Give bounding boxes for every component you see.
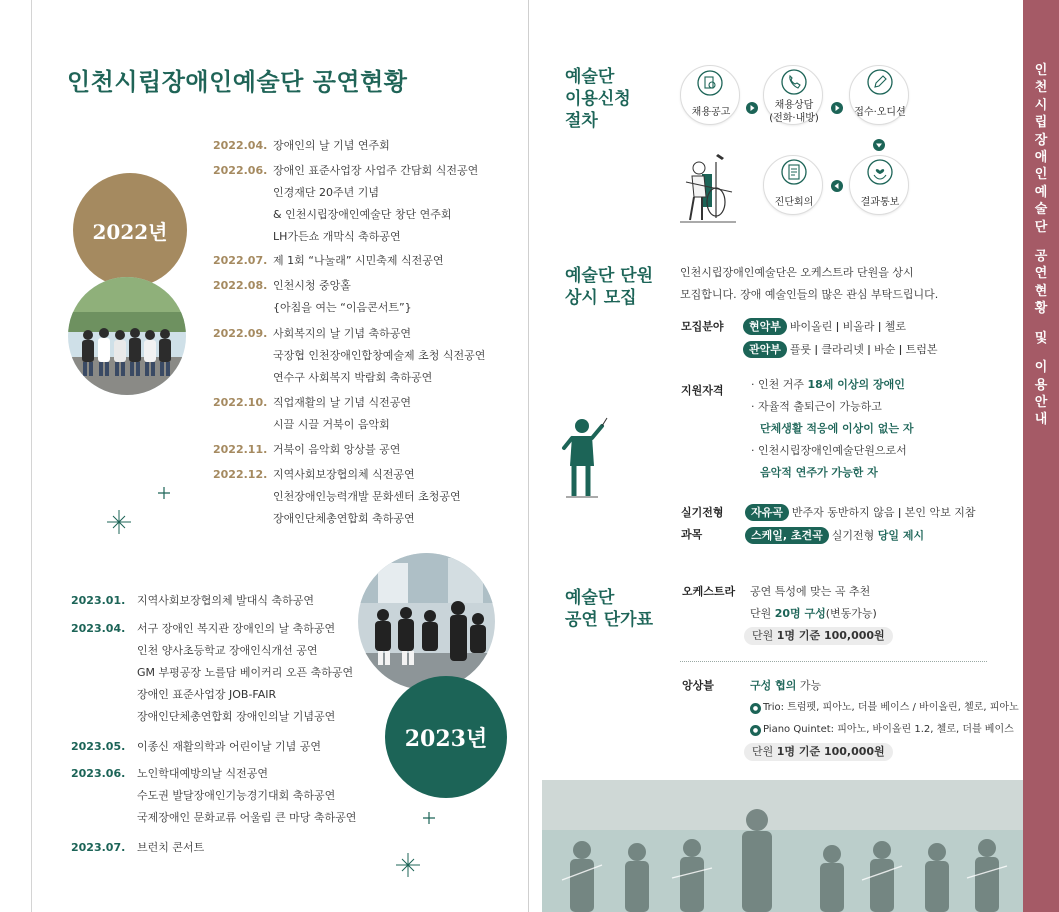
heart-hands-icon (867, 159, 893, 185)
side-band (1023, 0, 1059, 912)
strings-tag: 현악부 (743, 318, 787, 335)
recruit-intro: 인천시립장애인예술단은 오케스트라 단원을 상시 모집합니다. 장애 예술인들의 많은 관심 부탁드립니다. (680, 266, 939, 301)
year-2022-badge: 2022년 (73, 173, 187, 287)
band-char: 용 (1034, 377, 1048, 393)
band-char: 이 (1034, 360, 1048, 376)
step-label: 결과통보 (860, 197, 900, 208)
event-2023-05: 2023.05. 이종신 재활의학과 어린이날 기념 공연 (71, 740, 322, 753)
conductor-illustration-icon (560, 416, 608, 498)
divider (680, 661, 987, 662)
event-2023-04: 2023.04. 서구 장애인 복지관 장애인의 날 축하공연 인천 양사초등학교 장애인식개선 공연 GM 부평공장 노를담 베이커리 오픈 축하공연 장애인 표준사업장 JOB-FAIR 장애인단체총연합회 장애인의날 기념공연 (71, 622, 354, 723)
recruit-section-title: 예술단 단원 상시 모집 (565, 266, 654, 308)
band-title (1023, 62, 1059, 429)
band-char (1023, 318, 1059, 330)
band-char (1023, 236, 1059, 248)
left-page (0, 0, 529, 912)
winds-tag: 관악부 (743, 341, 787, 358)
band-char: 인 (1034, 167, 1048, 183)
arrow-right-icon (831, 102, 843, 114)
arrow-down-icon (873, 139, 885, 151)
fees-section-title: 예술단 공연 단가표 (565, 588, 654, 630)
band-char: 애 (1034, 150, 1048, 166)
free-piece-tag: 자유곡 (745, 504, 789, 521)
scale-tag: 스케일, 초견곡 (745, 527, 829, 544)
right-page (530, 0, 1059, 912)
sparkle-decoration-icon (396, 853, 420, 877)
event-2022-06: 2022.06. 장애인 표준사업장 사업주 간담회 식전공연 인경재단 20주년 기념 & 인천시립장애인예술단 창단 연주회 LH가든쇼 개막식 축하공연 (213, 164, 479, 243)
process-section-title: 예술단 이용신청 절차 (565, 67, 631, 131)
step-review-meeting (763, 155, 823, 215)
qualification-list: · 인천 거주 18세 이상의 장애인 · 자율적 출퇴근이 가능하고 단체생활 적응에 이상이 없는 자 · 인천시립장애인예술단원으로서 음악적 연주가 가능한 자 (751, 378, 914, 479)
band-char: 장 (1034, 132, 1048, 148)
band-char: 시 (1034, 97, 1048, 113)
band-char: 인 (1034, 63, 1048, 78)
checklist-icon (781, 159, 807, 185)
info-icon: ● (750, 703, 761, 714)
step-consultation (763, 65, 823, 125)
band-char (1023, 347, 1059, 359)
event-2022-04: 2022.04. 장애인의 날 기념 연주회 (213, 139, 390, 152)
plus-decoration-icon (157, 486, 171, 500)
strings-row: 현악부 바이올린 ǀ 비올라 ǀ 첼로 (743, 316, 906, 338)
band-char: 및 (1034, 330, 1048, 346)
step-result-notice (849, 155, 909, 215)
ensemble-label: 앙상블 (682, 679, 714, 692)
year-2023-badge: 2023년 (385, 676, 507, 798)
ensemble-details: 구성 협의 가능 ● Trio: 트럼펫, 피아노, 더블 베이스 / 바이올린, 첼로, 피아노 ● Piano Quintet: 피아노, 바이올린 1.2, 첼로, 더블 베이스 단원 1명 기준 100,000원 (750, 675, 1019, 763)
spine-line (31, 0, 32, 912)
ensemble-price: 단원 1명 기준 100,000원 (744, 743, 893, 761)
step-application-audition (849, 65, 909, 125)
band-char: 공 (1034, 249, 1048, 265)
audition-scale-row: 스케일, 초견곡 실기전형 당일 제시 (745, 525, 924, 547)
plus-decoration-icon (422, 811, 436, 825)
search-document-icon (697, 70, 723, 96)
orchestra-label: 오케스트라 (682, 585, 736, 598)
event-2022-09: 2022.09. 사회복지의 날 기념 축하공연 국장협 인천장애인합창예술제 초청 식전공연 연수구 사회복지 박람회 축하공연 (213, 327, 486, 384)
band-char: 안 (1034, 394, 1048, 410)
step-label: 채용상담 (전화·내방) (769, 100, 819, 124)
band-char: 술 (1034, 202, 1048, 218)
band-char: 립 (1034, 115, 1048, 131)
band-char: 연 (1034, 266, 1048, 282)
info-icon: ● (750, 725, 761, 736)
event-2022-11: 2022.11. 거북이 음악회 앙상블 공연 (213, 443, 401, 456)
event-2023-07: 2023.07. 브런치 콘서트 (71, 841, 205, 854)
step-label: 채용공고 (691, 107, 731, 118)
audition-free-row: 자유곡 반주자 동반하지 않음 ǀ 본인 악보 지참 (745, 502, 976, 524)
band-char: 예 (1034, 184, 1048, 200)
photo-2022-members (68, 277, 186, 395)
event-2022-07: 2022.07. 제 1회 “나눌래” 시민축제 식전공연 (213, 254, 444, 267)
orchestra-details: 공연 특성에 맞는 곡 추천 단원 20명 구성(변동가능) 단원 1명 기준 100,000원 (750, 581, 893, 647)
sparkle-decoration-icon (107, 510, 131, 534)
cellist-illustration-icon (672, 152, 742, 224)
field-label: 모집분야 (681, 320, 724, 333)
band-char: 단 (1034, 219, 1048, 235)
band-char: 내 (1034, 412, 1048, 428)
phone-icon (781, 69, 807, 95)
event-2022-12: 2022.12. 지역사회보장협의체 식전공연 인천장애인능력개발 문화센터 초청공연 장애인단체총연합회 축하공연 (213, 468, 461, 525)
band-char: 황 (1034, 301, 1048, 317)
step-label: 접수·오디션 (854, 107, 906, 118)
event-2022-08: 2022.08. 인천시청 중앙홀 {아침을 여는 “이음콘서트”} (213, 279, 412, 314)
arrow-right-icon (746, 102, 758, 114)
step-job-posting (680, 65, 740, 125)
page-title: 인천시립장애인예술단 공연현황 (67, 68, 408, 96)
event-2023-01: 2023.01. 지역사회보장협의체 발대식 축하공연 (71, 594, 315, 607)
arrow-left-icon (831, 180, 843, 192)
photo-2023-orchestra (358, 553, 495, 690)
band-char: 현 (1034, 283, 1048, 299)
orchestra-photo (542, 780, 1023, 912)
qualification-label: 지원자격 (681, 384, 724, 397)
audition-label: 실기전형 과목 (681, 506, 724, 541)
step-label: 진단회의 (774, 197, 814, 208)
pencil-icon (867, 69, 893, 95)
orchestra-price: 단원 1명 기준 100,000원 (744, 627, 893, 645)
band-char: 천 (1034, 80, 1048, 96)
event-2022-10: 2022.10. 직업재활의 날 기념 식전공연 시끌 시끌 거북이 음악회 (213, 396, 412, 431)
winds-row: 관악부 플룻 ǀ 클라리넷 ǀ 바순 ǀ 트럼본 (743, 339, 938, 361)
event-2023-06: 2023.06. 노인학대예방의날 식전공연 수도권 발달장애인기능경기대회 축하공연 국제장애인 문화교류 어울림 큰 마당 축하공연 (71, 767, 357, 824)
